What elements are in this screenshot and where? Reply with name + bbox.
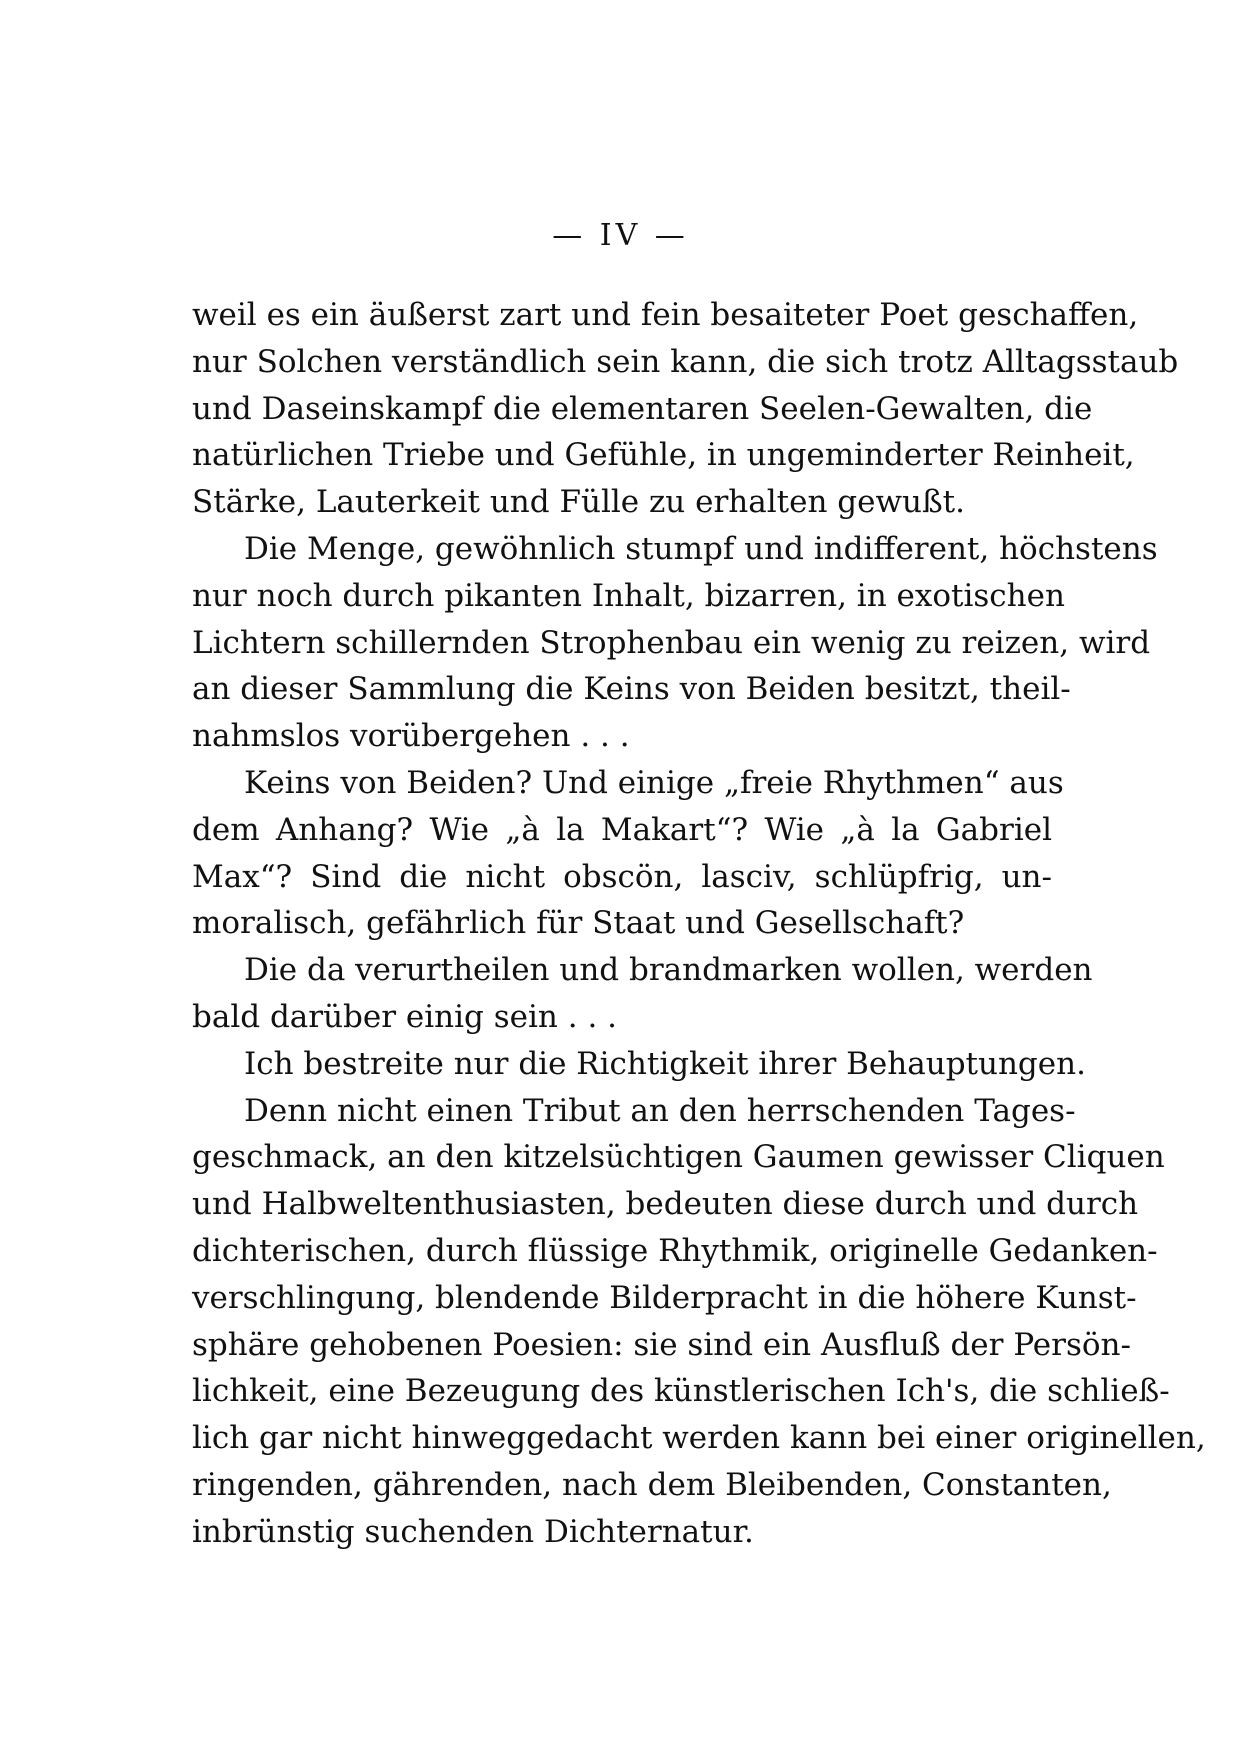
text-line: ringenden, gährenden, nach dem Bleibenden, Constanten, (192, 1466, 1112, 1503)
text-line: weil es ein äußerst zart und fein besaiteter Poet geschaffen, (192, 297, 1139, 333)
text-line: nahmslos vorübergehen . . . (192, 718, 630, 755)
text-line: Keins von Beiden? Und einige „freie Rhythmen“ aus (244, 764, 1064, 801)
text-line: Max“? Sind die nicht obscön, lasciv, schlüpfrig, un- (192, 858, 1052, 895)
text-line: Stärke, Lauterkeit und Fülle zu erhalten gewußt. (192, 484, 965, 521)
text-line: dichterischen, durch flüssige Rhythmik, originelle Gedanken- (192, 1232, 1158, 1269)
text-line: bald darüber einig sein . . . (192, 998, 618, 1035)
text-line: lichkeit, eine Bezeugung des künstlerischen Ich's, die schließ- (192, 1373, 1170, 1410)
text-line: Ich bestreite nur die Richtigkeit ihrer Behauptungen. (244, 1045, 1086, 1082)
text-line: und Halbweltenthusiasten, bedeuten diese durch und durch (192, 1186, 1139, 1223)
text-line: dem Anhang? Wie „à la Makart“? Wie „à la Gabriel (192, 811, 1052, 848)
text-line: Lichtern schillernden Strophenbau ein wenig zu reizen, wird (192, 624, 1151, 661)
text-line: geschmack, an den kitzelsüchtigen Gaumen gewisser Cliquen (192, 1139, 1165, 1176)
text-line: moralisch, gefährlich für Staat und Gesellschaft? (192, 905, 965, 942)
text-line: Denn nicht einen Tribut an den herrschenden Tages- (244, 1092, 1076, 1129)
text-line: nur noch durch pikanten Inhalt, bizarren, in exotischen (192, 577, 1065, 614)
text-line: natürlichen Triebe und Gefühle, in ungeminderter Reinheit, (192, 437, 1135, 474)
text-line: nur Solchen verständlich sein kann, die sich trotz Alltagsstaub (192, 343, 1179, 380)
text-line: an dieser Sammlung die Keins von Beiden besitzt, theil- (192, 671, 1071, 708)
page-number: — IV — (552, 218, 689, 253)
text-line: sphäre gehobenen Poesien: sie sind ein Ausfluß der Persön- (192, 1326, 1131, 1363)
text-line: Die Menge, gewöhnlich stumpf und indifferent, höchstens (244, 530, 1158, 567)
text-line: lich gar nicht hinweggedacht werden kann bei einer originellen, (192, 1420, 1206, 1457)
body-text (192, 292, 1206, 1556)
text-line: inbrünstig suchenden Dichternatur. (192, 1513, 754, 1550)
text-line: Die da verurtheilen und brandmarken wollen, werden (244, 952, 1093, 989)
text-line: und Daseinskampf die elementaren Seelen-Gewalten, die (192, 390, 1093, 427)
text-line: verschlingung, blendende Bilderpracht in die höhere Kunst- (192, 1279, 1137, 1316)
